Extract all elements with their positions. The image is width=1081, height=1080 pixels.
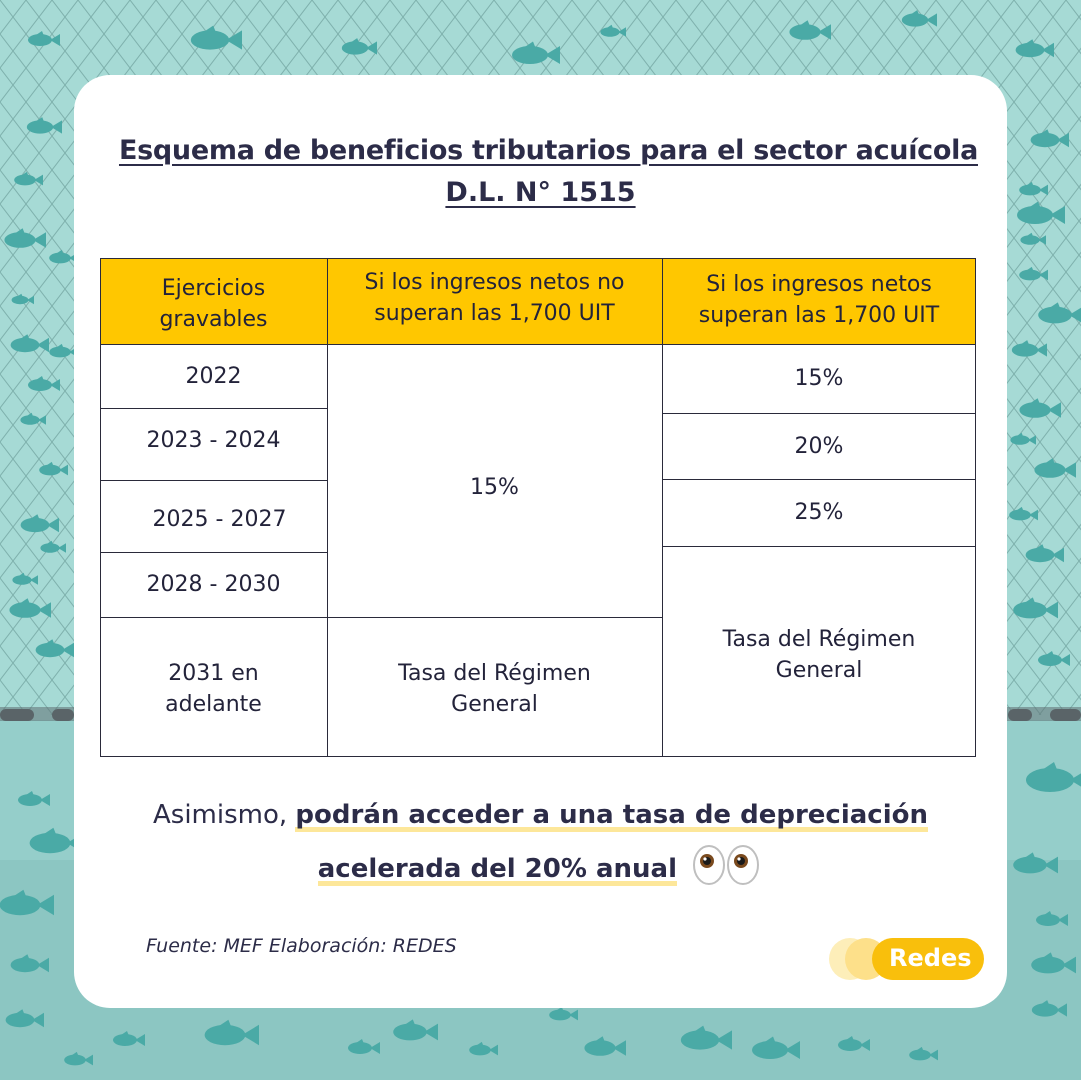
table-border [662,479,976,480]
depreciation-note-line2 [0,845,1081,885]
table-border [100,552,327,553]
high-income-rate: 25% [794,500,844,525]
table-border [100,480,327,481]
source-credit: Fuente: MEF Elaboración: REDES [146,935,457,957]
year-row [100,617,327,757]
table-border [975,258,976,757]
high-income-rate: 15% [794,366,844,391]
year-row: 2028 - 2030 [146,572,281,597]
note-prefix: Asimismo, [153,800,288,830]
high-income-general-label: Tasa del Régimen General [722,626,916,683]
page-title: Esquema de beneficios tributarios para el sector acuícola [118,135,978,166]
year-row-label: 2031 en adelante [165,661,262,717]
table-border [662,258,663,757]
table-border [662,546,976,547]
eyes-icon [691,845,763,885]
header-low-income [327,258,662,344]
high-income-general-rate [662,546,976,757]
low-income-rate: 15% [470,475,519,500]
table-border [100,617,662,618]
low-income-general-label: Tasa del Régimen General [398,661,591,717]
table-border [100,344,976,345]
note-highlight: acelerada del 20% anual [317,854,677,884]
table-border [100,408,327,409]
depreciation-note-line1 [0,800,1081,830]
header-high-income [662,258,976,344]
page-subtitle: D.L. N° 1515 [445,177,636,208]
table-border [100,756,976,757]
table-border [327,258,328,757]
year-row: 2022 [185,363,242,389]
header-fiscal-years-label: Ejercicios gravables [159,276,268,332]
note-highlight: podrán acceder a una tasa de depreciación [295,800,928,830]
tax-benefits-table [100,258,976,757]
high-income-rate: 20% [794,433,844,459]
header-low-income-label: Si los ingresos netos no superan las 1,700 UIT [364,270,625,326]
table-border [100,258,101,757]
year-row: 2023 - 2024 [146,427,281,453]
header-fiscal-years [100,258,327,344]
year-row: 2025 - 2027 [152,506,287,532]
table-border [100,258,976,259]
redes-logo-text: Redes [889,944,972,972]
table-border [662,413,976,414]
header-high-income-label: Si los ingresos netos superan las 1,700 UIT [698,272,940,328]
low-income-general-rate [327,617,662,757]
